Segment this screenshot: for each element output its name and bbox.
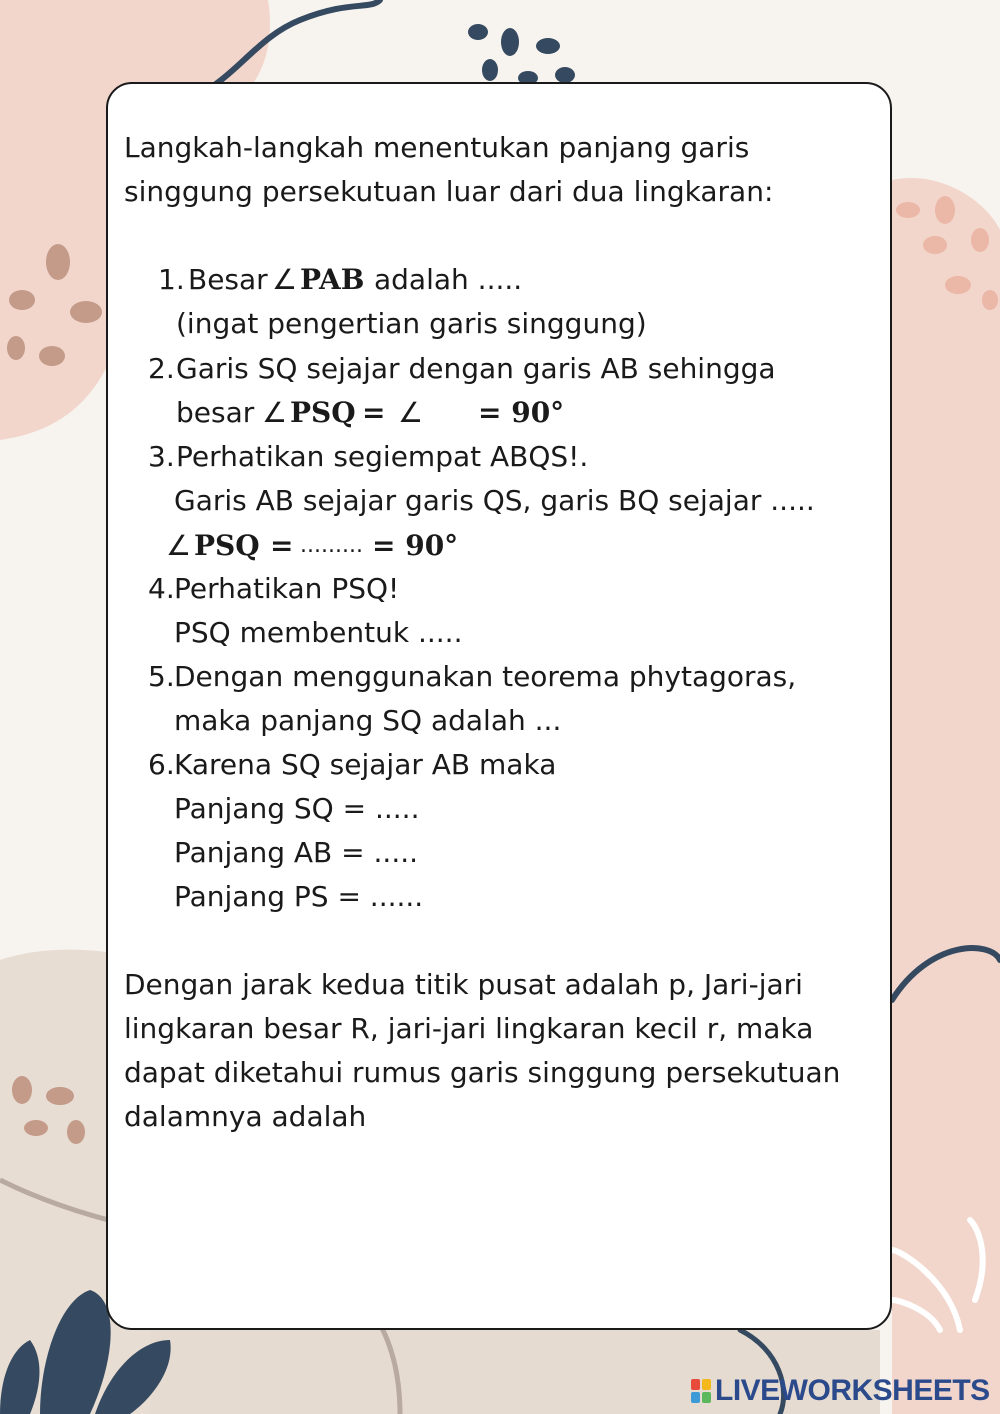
step-2-prefix: besar — [176, 396, 255, 429]
step-1-suffix: adalah ..... — [374, 263, 523, 296]
closing-line-1: Dengan jarak kedua titik pusat adalah p, Jari-jari — [124, 968, 803, 1001]
step-4-number: 4. — [148, 572, 175, 605]
equals-sign: = — [270, 529, 294, 562]
step-5-number: 5. — [148, 660, 175, 693]
angle-symbol: ∠ — [166, 529, 192, 562]
step-5-text: Dengan menggunakan teorema phytagoras, — [174, 660, 797, 693]
angle-symbol: ∠ — [272, 263, 298, 296]
angle-symbol: ∠ — [398, 396, 424, 429]
panjang-sq: Panjang SQ = ..... — [174, 792, 420, 825]
pink-blob-right — [892, 178, 1000, 1414]
step-6-number: 6. — [148, 748, 175, 781]
step-1-prefix: Besar — [188, 263, 268, 296]
step-4-line-2: PSQ membentuk ..... — [174, 616, 463, 649]
liveworksheets-text: LIVEWORKSHEETS — [715, 1374, 990, 1407]
closing-line-2: lingkaran besar R, jari-jari lingkaran kecil r, maka — [124, 1012, 814, 1045]
blank-dots: ......... — [300, 533, 363, 558]
intro-line-1: Langkah-langkah menentukan panjang garis — [124, 131, 750, 164]
step-3-line-2: Garis AB sejajar garis QS, garis BQ sejajar ..... — [174, 484, 815, 517]
closing-line-4: dalamnya adalah — [124, 1100, 367, 1133]
panjang-ps: Panjang PS = ...... — [174, 880, 424, 913]
step-3-result: = 90° — [372, 529, 459, 562]
equals-sign: = — [362, 396, 386, 429]
liveworksheets-logo-icon — [690, 1378, 712, 1404]
closing-line-3: dapat diketahui rumus garis singgung persekutuan — [124, 1056, 841, 1089]
intro-line-2: singgung persekutuan luar dari dua lingkaran: — [124, 175, 774, 208]
step-4-text: Perhatikan PSQ! — [174, 572, 400, 605]
step-1-number: 1. — [158, 263, 185, 296]
step-3-number: 3. — [148, 440, 175, 473]
step-2-result: = 90° — [478, 396, 565, 429]
angle-pab: PAB — [300, 263, 365, 296]
step-2-text: Garis SQ sejajar dengan garis AB sehingga — [176, 352, 776, 385]
angle-psq: PSQ — [290, 396, 356, 429]
angle-psq: PSQ — [194, 529, 260, 562]
step-2-number: 2. — [148, 352, 175, 385]
step-5-line-2: maka panjang SQ adalah ... — [174, 704, 562, 737]
step-6-text: Karena SQ sejajar AB maka — [174, 748, 557, 781]
panjang-ab: Panjang AB = ..... — [174, 836, 419, 869]
liveworksheets-logo[interactable] — [690, 1374, 990, 1408]
angle-symbol: ∠ — [262, 396, 288, 429]
navy-dots-top — [468, 24, 575, 85]
step-1-note: (ingat pengertian garis singgung) — [176, 307, 647, 340]
step-3-text: Perhatikan segiempat ABQS!. — [176, 440, 589, 473]
